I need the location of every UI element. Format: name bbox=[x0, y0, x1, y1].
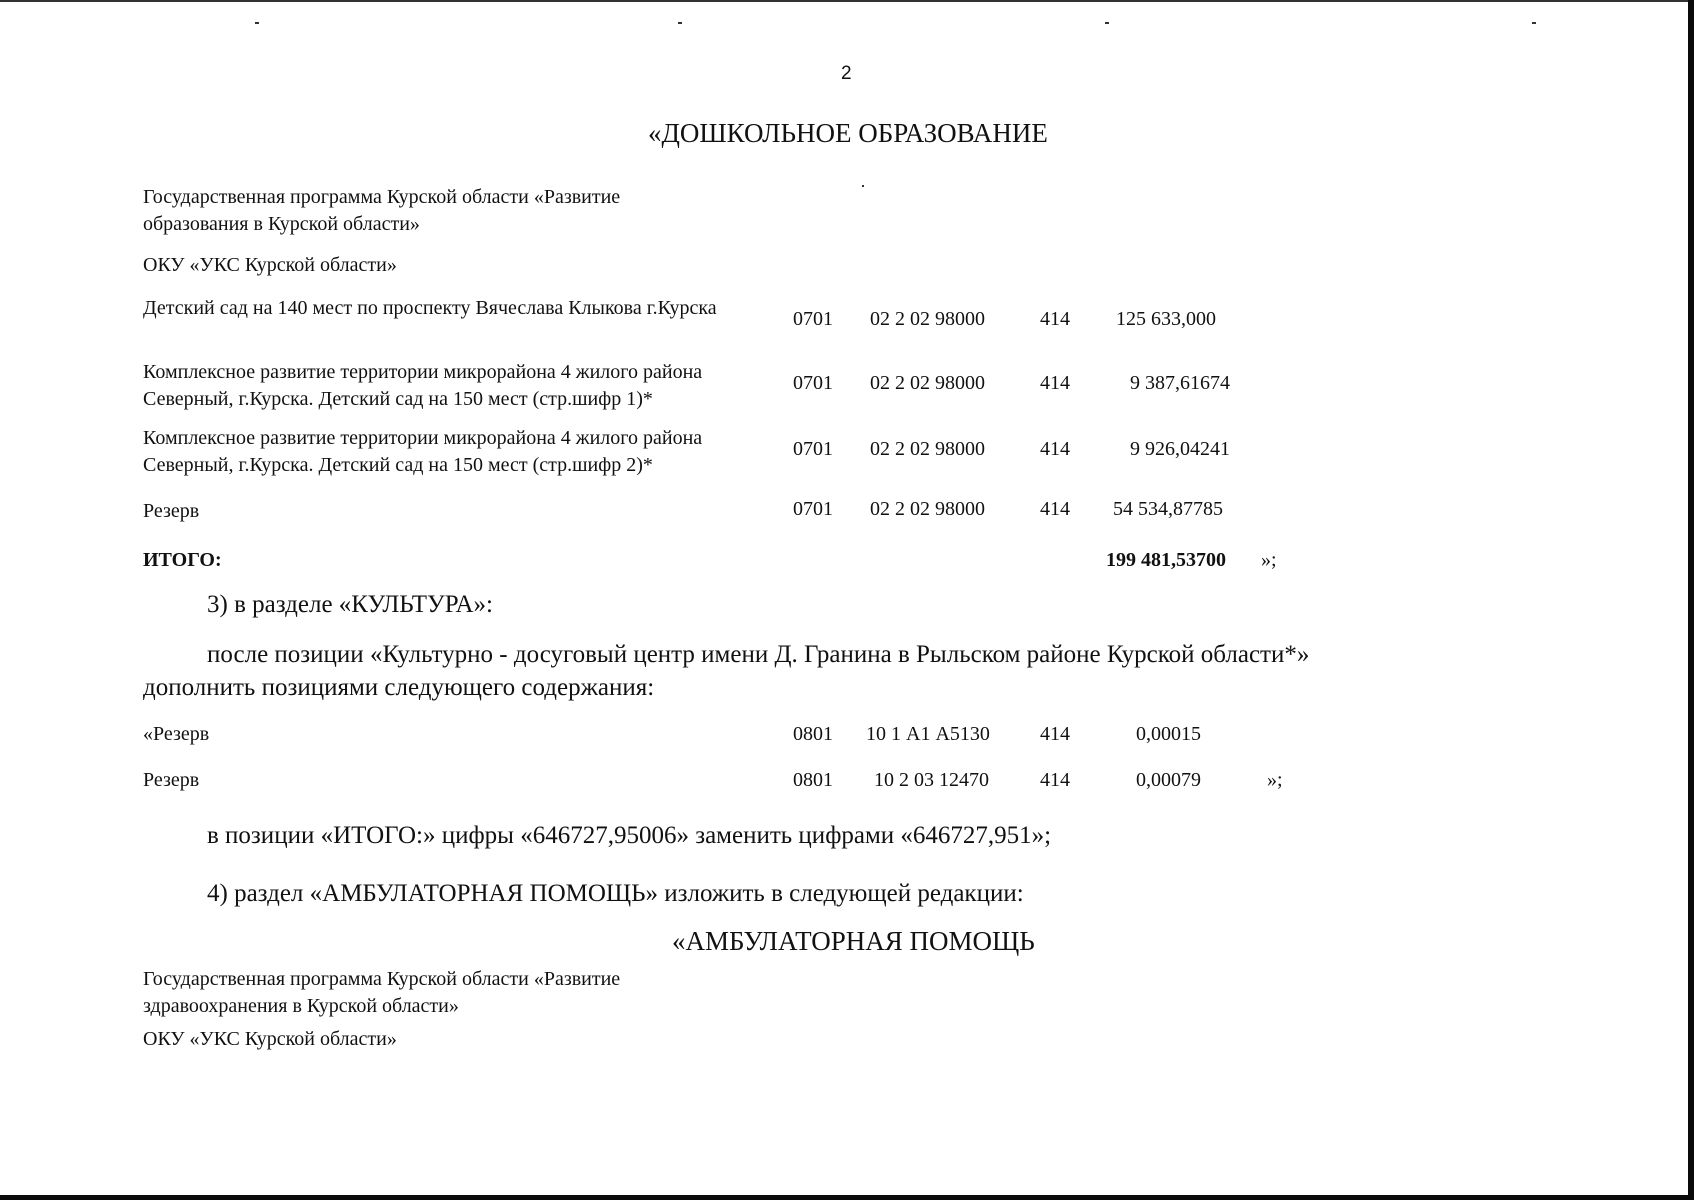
row-code: 0701 bbox=[793, 372, 833, 394]
row-sum: 125 633,000 bbox=[1116, 308, 1216, 330]
scan-mark bbox=[1532, 22, 1536, 24]
scan-edge-right bbox=[1688, 0, 1694, 1200]
row-sum: 9 387,61674 bbox=[1130, 372, 1230, 394]
program-name-2: Государственная программа Курской области «Развитие здравоохранения в Курской области» bbox=[143, 968, 621, 1017]
item-4-heading: 4) раздел «АМБУЛАТОРНАЯ ПОМОЩЬ» изложить в следующей редакции: bbox=[207, 880, 1024, 907]
row-sum: 54 534,87785 bbox=[1113, 498, 1223, 520]
scan-edge-top bbox=[0, 0, 1694, 2]
row-end-mark: »; bbox=[1267, 769, 1283, 791]
scan-mark bbox=[862, 185, 864, 187]
row-name: Резерв bbox=[143, 500, 200, 522]
row-type: 414 bbox=[1040, 372, 1070, 394]
row-type: 414 bbox=[1040, 498, 1070, 520]
row-sum: 9 926,04241 bbox=[1130, 438, 1230, 460]
scan-edge-bottom bbox=[0, 1195, 1694, 1200]
row-program: 02 2 02 98000 bbox=[870, 372, 985, 394]
row-sum: 0,00015 bbox=[1136, 723, 1201, 745]
section-title-outpatient: «АМБУЛАТОРНАЯ ПОМОЩЬ bbox=[672, 926, 1035, 956]
row-name: Комплексное развитие территории микрорайона 4 жилого района Северный, г.Курска. Детский сад на 150 мест (стр.шифр 1)* bbox=[143, 361, 703, 410]
section-title-preschool: «ДОШКОЛЬНОЕ ОБРАЗОВАНИЕ bbox=[648, 118, 1048, 148]
scan-mark bbox=[678, 22, 682, 24]
row-code: 0701 bbox=[793, 438, 833, 460]
row-type: 414 bbox=[1040, 769, 1070, 791]
row-program: 10 1 А1 А5130 bbox=[866, 723, 990, 745]
item-3-heading: 3) в разделе «КУЛЬТУРА»: bbox=[207, 591, 493, 618]
total-end-mark: »; bbox=[1261, 549, 1277, 571]
scan-mark bbox=[255, 22, 259, 24]
program-name: Государственная программа Курской области «Развитие образования в Курской области» bbox=[143, 186, 621, 235]
row-type: 414 bbox=[1040, 308, 1070, 330]
row-code: 0801 bbox=[793, 723, 833, 745]
row-program: 02 2 02 98000 bbox=[870, 308, 985, 330]
row-code: 0801 bbox=[793, 769, 833, 791]
item-3-paragraph-line2: дополнить позициями следующего содержания: bbox=[143, 674, 655, 701]
total-label: ИТОГО: bbox=[143, 549, 222, 571]
row-name: Резерв bbox=[143, 769, 200, 791]
total-value: 199 481,53700 bbox=[1106, 549, 1226, 571]
row-program: 02 2 02 98000 bbox=[870, 438, 985, 460]
item-3-paragraph-line1: после позиции «Культурно - досуговый центр имени Д. Гранина в Рыльском районе Курской области*» bbox=[207, 641, 1310, 668]
row-sum: 0,00079 bbox=[1136, 769, 1201, 791]
row-name: Комплексное развитие территории микрорайона 4 жилого района Северный, г.Курска. Детский сад на 150 мест (стр.шифр 2)* bbox=[143, 427, 703, 476]
scan-mark bbox=[1105, 22, 1109, 24]
row-code: 0701 bbox=[793, 498, 833, 520]
agency-name: ОКУ «УКС Курской области» bbox=[143, 254, 397, 276]
row-type: 414 bbox=[1040, 723, 1070, 745]
total-change-line: в позиции «ИТОГО:» цифры «646727,95006» заменить цифрами «646727,951»; bbox=[207, 822, 1052, 849]
row-code: 0701 bbox=[793, 308, 833, 330]
row-program: 10 2 03 12470 bbox=[874, 769, 989, 791]
page-number: 2 bbox=[841, 63, 852, 84]
row-name: «Резерв bbox=[143, 723, 210, 745]
row-program: 02 2 02 98000 bbox=[870, 498, 985, 520]
row-type: 414 bbox=[1040, 438, 1070, 460]
row-name: Детский сад на 140 мест по проспекту Вячеслава Клыкова г.Курска bbox=[143, 297, 717, 319]
agency-name-2: ОКУ «УКС Курской области» bbox=[143, 1028, 397, 1050]
